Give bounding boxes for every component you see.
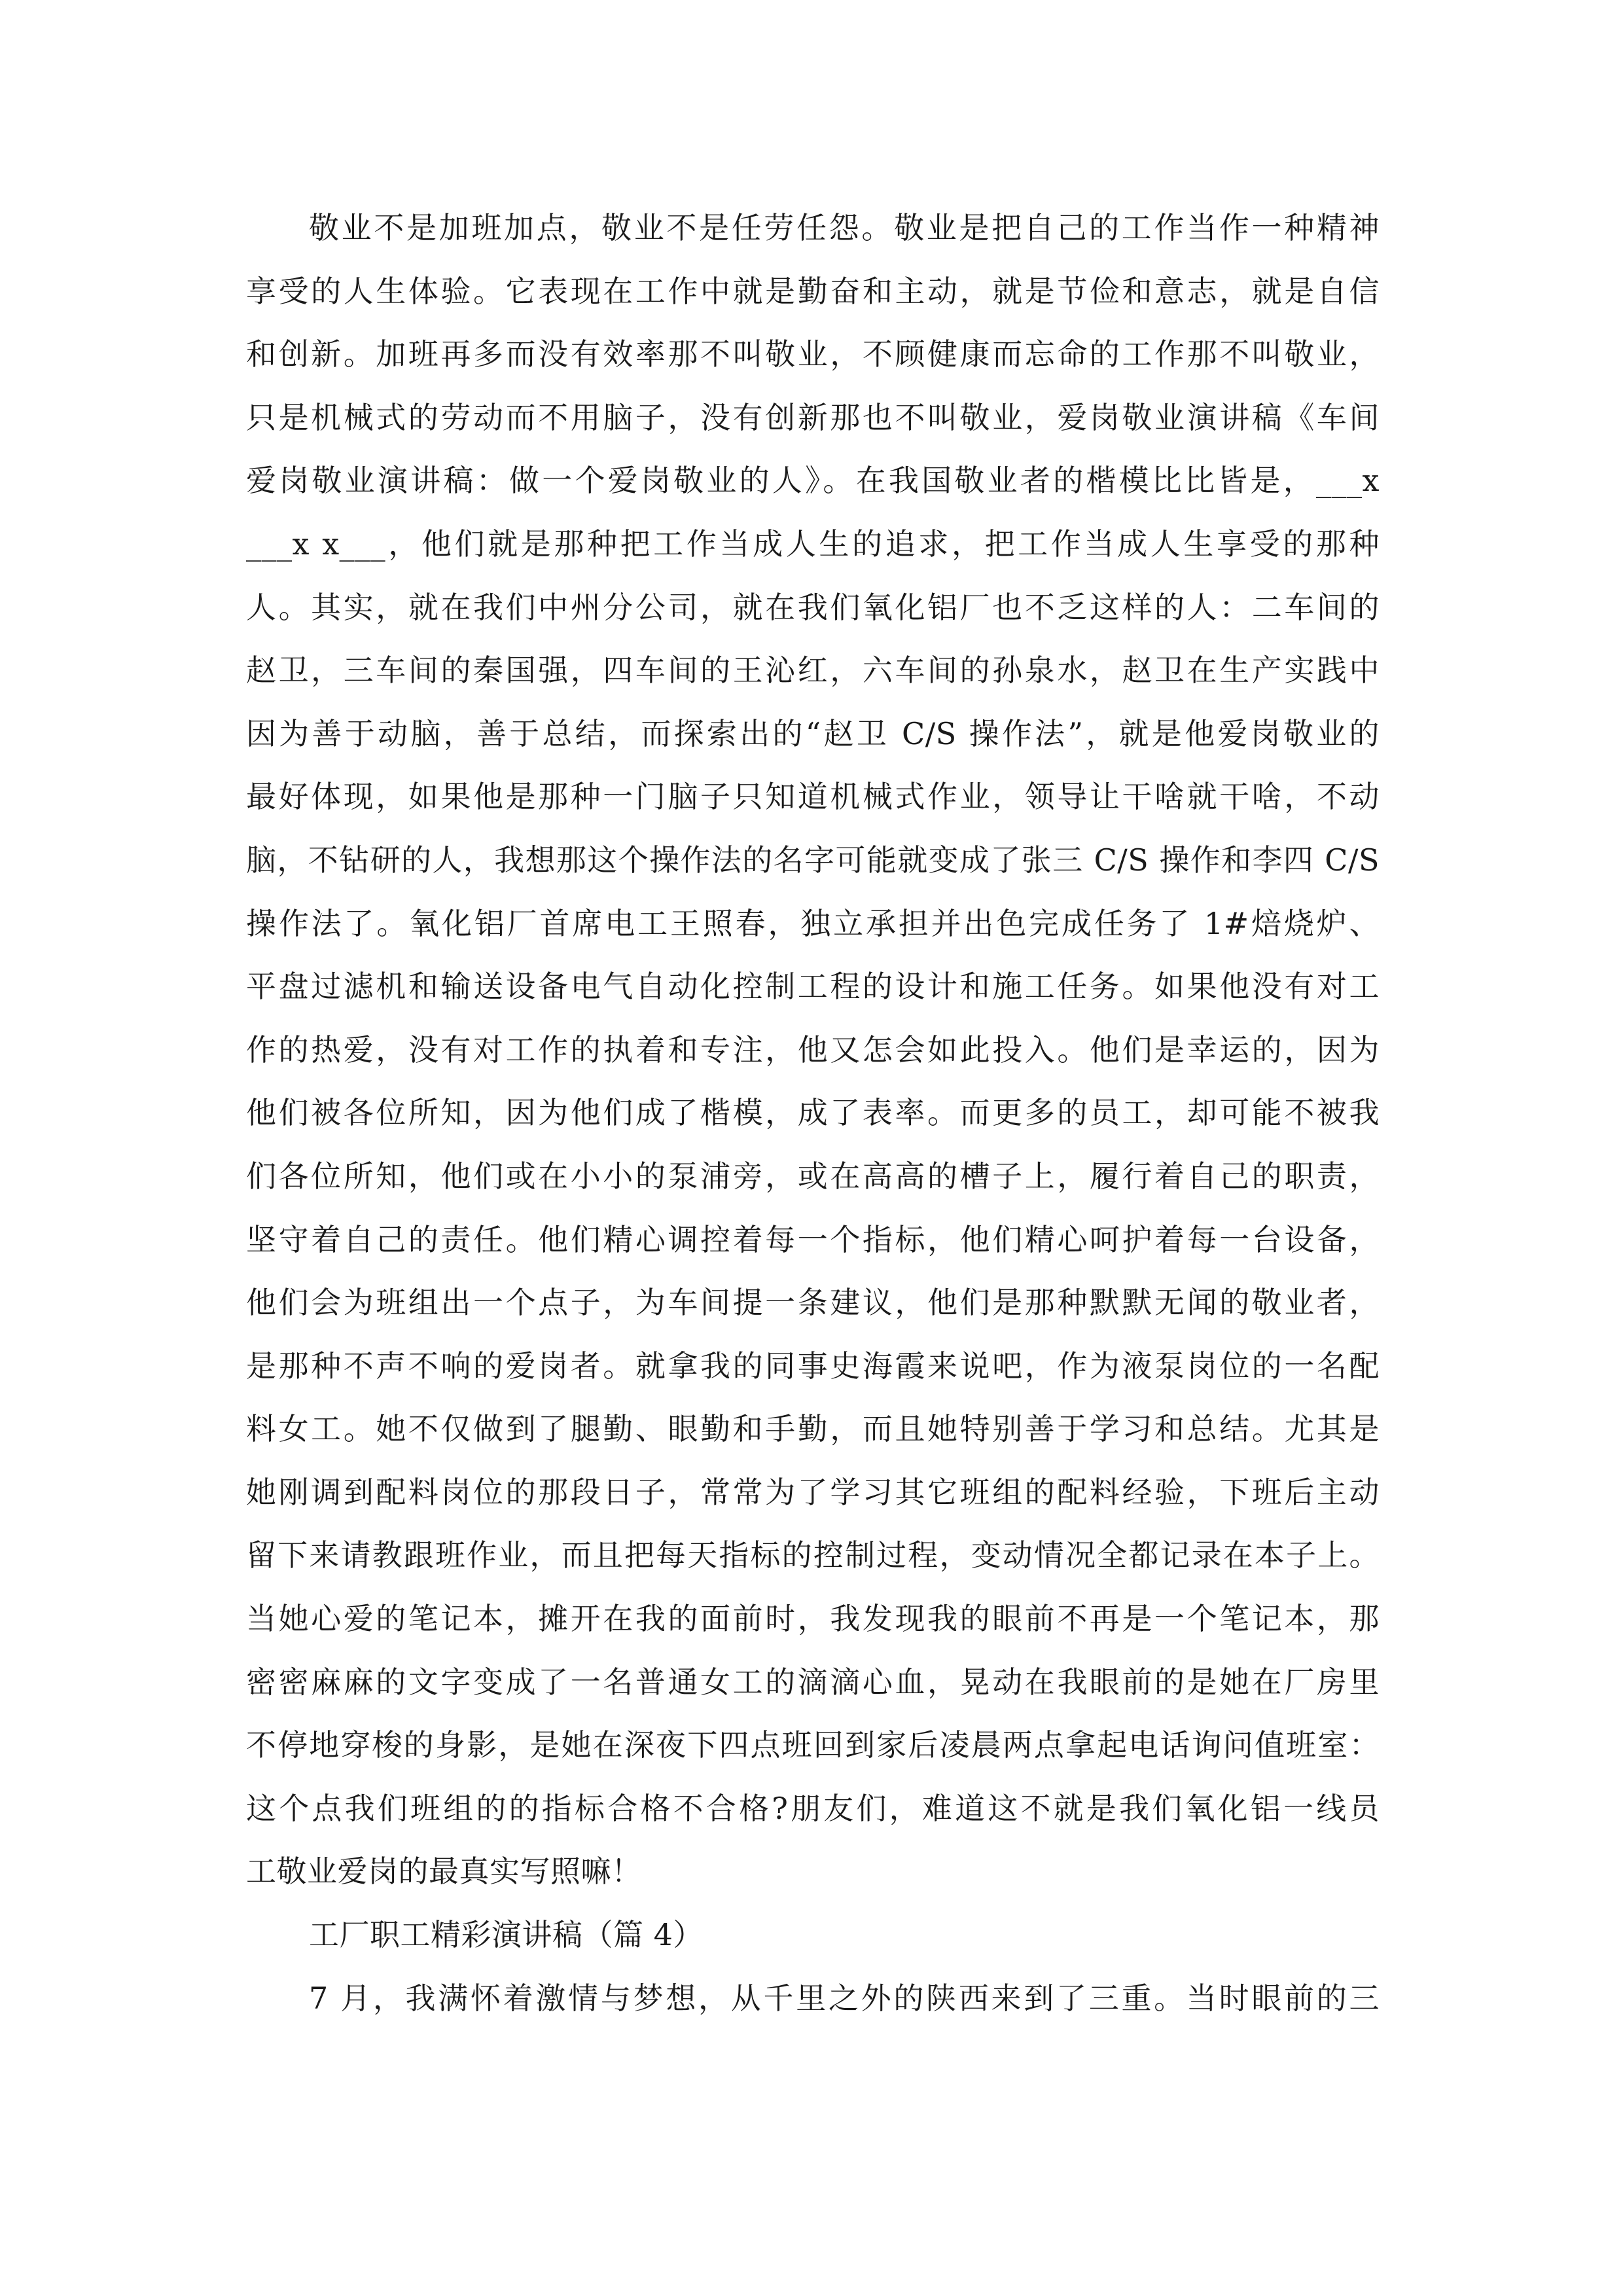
paragraph-line: 爱岗敬业演讲稿：做一个爱岗敬业的人》。在我国敬业者的楷模比比皆是，___x xyxy=(246,463,1380,499)
paragraph-line: 敬业不是加班加点，敬业不是任劳任怨。敬业是把自己的工作当作一种精神 xyxy=(309,210,1380,245)
document-body xyxy=(246,196,1380,2030)
paragraph-line: 作的热爱，没有对工作的执着和专注，他又怎会如此投入。他们是幸运的，因为 xyxy=(246,1031,1380,1067)
paragraph-line: 们各位所知，他们或在小小的泵浦旁，或在高高的槽子上，履行着自己的职责， xyxy=(246,1158,1380,1194)
paragraph-line: 密密麻麻的文字变成了一名普通女工的滴滴心血，晃动在我眼前的是她在厂房里 xyxy=(246,1664,1380,1700)
paragraph-line: 留下来请教跟班作业，而且把每天指标的控制过程，变动情况全都记录在本子上。 xyxy=(246,1537,1380,1573)
paragraph-line: 料女工。她不仅做到了腿勤、眼勤和手勤，而且她特别善于学习和总结。尤其是 xyxy=(246,1411,1380,1447)
paragraph-line: 只是机械式的劳动而不用脑子，没有创新那也不叫敬业，爱岗敬业演讲稿《车间 xyxy=(246,399,1380,435)
paragraph-line: 和创新。加班再多而没有效率那不叫敬业，不顾健康而忘命的工作那不叫敬业， xyxy=(246,336,1380,372)
paragraph-line: 因为善于动脑，善于总结，而探索出的“赵卫 C/S 操作法”，就是他爱岗敬业的 xyxy=(246,715,1380,751)
paragraph-line: 她刚调到配料岗位的那段日子，常常为了学习其它班组的配料经验，下班后主动 xyxy=(246,1474,1380,1510)
paragraph-line: 他们会为班组出一个点子，为车间提一条建议，他们是那种默默无闻的敬业者， xyxy=(246,1285,1380,1321)
paragraph-line: 当她心爱的笔记本，摊开在我的面前时，我发现我的眼前不再是一个笔记本，那 xyxy=(246,1601,1380,1637)
paragraph-line: 赵卫，三车间的秦国强，四车间的王沁红，六车间的孙泉水，赵卫在生产实践中 xyxy=(246,653,1380,689)
paragraph-line: 他们被各位所知，因为他们成了楷模，成了表率。而更多的员工，却可能不被我 xyxy=(246,1095,1380,1131)
paragraph-line: ___x x___，他们就是那种把工作当成人生的追求，把工作当成人生享受的那种 xyxy=(246,526,1380,562)
paragraph-line: 操作法了。氧化铝厂首席电工王照春，独立承担并出色完成任务了 1#焙烧炉、 xyxy=(246,905,1380,941)
paragraph-line: 是那种不声不响的爱岗者。就拿我的同事史海霞来说吧，作为液泵岗位的一名配 xyxy=(246,1348,1380,1384)
section-heading: 工厂职工精彩演讲稿（篇 4） xyxy=(309,1917,704,1953)
paragraph-line: 不停地穿梭的身影，是她在深夜下四点班回到家后凌晨两点拿起电话询问值班室： xyxy=(246,1727,1380,1763)
paragraph-line: 工敬业爱岗的最真实写照嘛！ xyxy=(246,1854,642,1890)
paragraph-line: 平盘过滤机和输送设备电气自动化控制工程的设计和施工任务。如果他没有对工 xyxy=(246,969,1380,1005)
paragraph-line: 享受的人生体验。它表现在工作中就是勤奋和主动，就是节俭和意志，就是自信 xyxy=(246,273,1380,309)
paragraph-line: 脑，不钻研的人，我想那这个操作法的名字可能就变成了张三 C/S 操作和李四 C/S xyxy=(246,842,1380,878)
paragraph-line: 坚守着自己的责任。他们精心调控着每一个指标，他们精心呵护着每一台设备， xyxy=(246,1221,1380,1257)
paragraph-line: 最好体现，如果他是那种一门脑子只知道机械式作业，领导让干啥就干啥，不动 xyxy=(246,779,1380,815)
paragraph-line: 7 月，我满怀着激情与梦想，从千里之外的陕西来到了三重。当时眼前的三 xyxy=(309,1980,1380,2016)
paragraph-line: 这个点我们班组的的指标合格不合格?朋友们，难道这不就是我们氧化铝一线员 xyxy=(246,1790,1380,1826)
paragraph-line: 人。其实，就在我们中州分公司，就在我们氧化铝厂也不乏这样的人：二车间的 xyxy=(246,589,1380,625)
